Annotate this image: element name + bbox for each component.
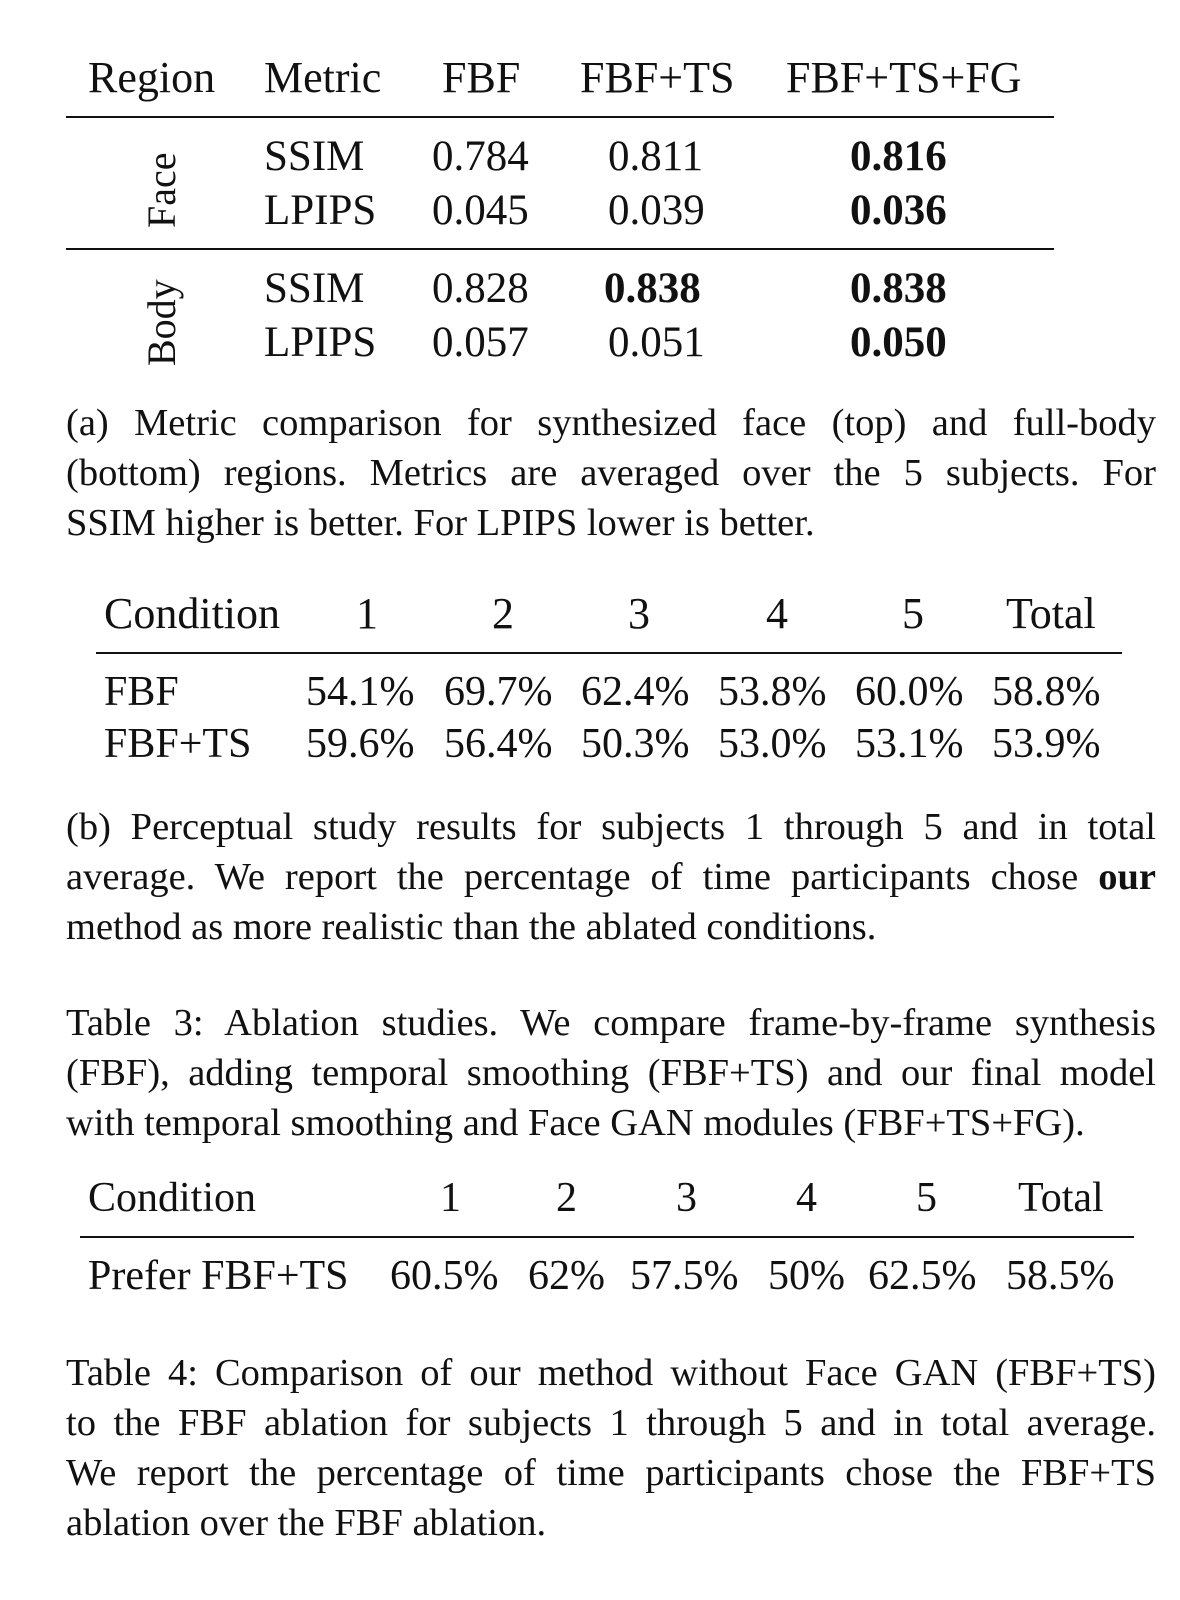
- header-col: 4: [766, 589, 788, 638]
- header-region: Region: [88, 53, 216, 102]
- value-cell-best: 0.050: [850, 319, 947, 366]
- header-condition: Condition: [88, 1175, 257, 1221]
- header-total: Total: [1018, 1175, 1104, 1221]
- table-rule: [80, 1236, 1134, 1238]
- region-label-face: Face: [139, 152, 184, 228]
- header-col: 5: [916, 1175, 937, 1221]
- caption-line: method as more realistic than the ablated conditions.: [66, 906, 877, 948]
- caption-emphasis: our: [1098, 856, 1156, 898]
- value-cell: 53.8%: [718, 669, 827, 715]
- metric-cell: LPIPS: [264, 187, 377, 234]
- caption-table-4: [66, 1348, 1156, 1548]
- value-cell: 0.828: [432, 265, 529, 312]
- header-col: 3: [628, 589, 650, 638]
- value-cell: 69.7%: [444, 669, 553, 715]
- value-cell: 59.6%: [306, 721, 415, 767]
- header-col: 4: [796, 1175, 817, 1221]
- caption-line: (a) Metric comparison for synthesized face (top) and full-body: [66, 402, 1156, 444]
- table-rule-mid: [66, 248, 1054, 250]
- table-rule-top: [66, 116, 1054, 118]
- value-cell: 56.4%: [444, 721, 553, 767]
- header-fbf-ts-fg: FBF+TS+FG: [786, 53, 1022, 102]
- value-cell-best: 0.816: [850, 133, 947, 180]
- value-cell-best: 0.838: [604, 265, 701, 312]
- value-cell: 62%: [528, 1253, 605, 1299]
- metric-cell: SSIM: [264, 265, 365, 312]
- caption-line: with temporal smoothing and Face GAN modules (FBF+TS+FG).: [66, 1102, 1085, 1144]
- caption-line: ablation over the FBF ablation.: [66, 1502, 547, 1544]
- caption-line: [66, 852, 1156, 902]
- value-cell: 60.0%: [855, 669, 964, 715]
- value-cell: 0.039: [608, 187, 705, 234]
- caption-text: average. We report the percentage of time participants chose: [66, 856, 1099, 898]
- header-col: 3: [676, 1175, 697, 1221]
- header-fbf-ts: FBF+TS: [580, 53, 735, 102]
- header-fbf: FBF: [442, 53, 521, 102]
- metric-cell: SSIM: [264, 133, 365, 180]
- header-col: 2: [492, 589, 514, 638]
- value-cell: 58.8%: [992, 669, 1101, 715]
- metric-cell: LPIPS: [264, 319, 377, 366]
- value-cell: 50%: [768, 1253, 845, 1299]
- header-col: 1: [440, 1175, 461, 1221]
- caption-line: We report the percentage of time participants chose the FBF+TS: [66, 1452, 1156, 1494]
- value-cell-best: 0.838: [850, 265, 947, 312]
- condition-cell: Prefer FBF+TS: [88, 1253, 349, 1299]
- region-label-body: Body: [139, 279, 184, 366]
- value-cell: 62.5%: [868, 1253, 977, 1299]
- value-cell: 0.784: [432, 133, 529, 180]
- table-rule: [96, 652, 1122, 654]
- value-cell: 58.5%: [1006, 1253, 1115, 1299]
- value-cell: 62.4%: [581, 669, 690, 715]
- value-cell: 0.811: [608, 133, 704, 180]
- value-cell: 53.0%: [718, 721, 827, 767]
- caption-line: (bottom) regions. Metrics are averaged over the 5 subjects. For: [66, 452, 1156, 494]
- header-col: 2: [556, 1175, 577, 1221]
- caption-3a: [66, 398, 1156, 548]
- condition-cell: FBF: [104, 669, 179, 715]
- value-cell: 0.051: [608, 319, 705, 366]
- header-col: 5: [902, 589, 924, 638]
- caption-line: (FBF), adding temporal smoothing (FBF+TS) and our final model: [66, 1052, 1156, 1094]
- caption-table-3: [66, 998, 1156, 1148]
- caption-line: to the FBF ablation for subjects 1 through 5 and in total average.: [66, 1402, 1156, 1444]
- value-cell-best: 0.036: [850, 187, 947, 234]
- caption-3b: [66, 802, 1156, 952]
- header-col: 1: [356, 589, 378, 638]
- header-total: Total: [1006, 589, 1096, 638]
- value-cell: 57.5%: [630, 1253, 739, 1299]
- caption-line: Table 3: Ablation studies. We compare frame-by-frame synthesis: [66, 1002, 1156, 1044]
- value-cell: 54.1%: [306, 669, 415, 715]
- value-cell: 53.9%: [992, 721, 1101, 767]
- value-cell: 50.3%: [581, 721, 690, 767]
- value-cell: 0.057: [432, 319, 529, 366]
- value-cell: 0.045: [432, 187, 529, 234]
- caption-line: SSIM higher is better. For LPIPS lower is better.: [66, 502, 815, 544]
- value-cell: 60.5%: [390, 1253, 499, 1299]
- caption-line: (b) Perceptual study results for subjects 1 through 5 and in total: [66, 806, 1156, 848]
- value-cell: 53.1%: [855, 721, 964, 767]
- header-metric: Metric: [264, 53, 382, 102]
- condition-cell: FBF+TS: [104, 721, 252, 767]
- header-condition: Condition: [104, 589, 281, 638]
- caption-line: Table 4: Comparison of our method without Face GAN (FBF+TS): [66, 1352, 1156, 1394]
